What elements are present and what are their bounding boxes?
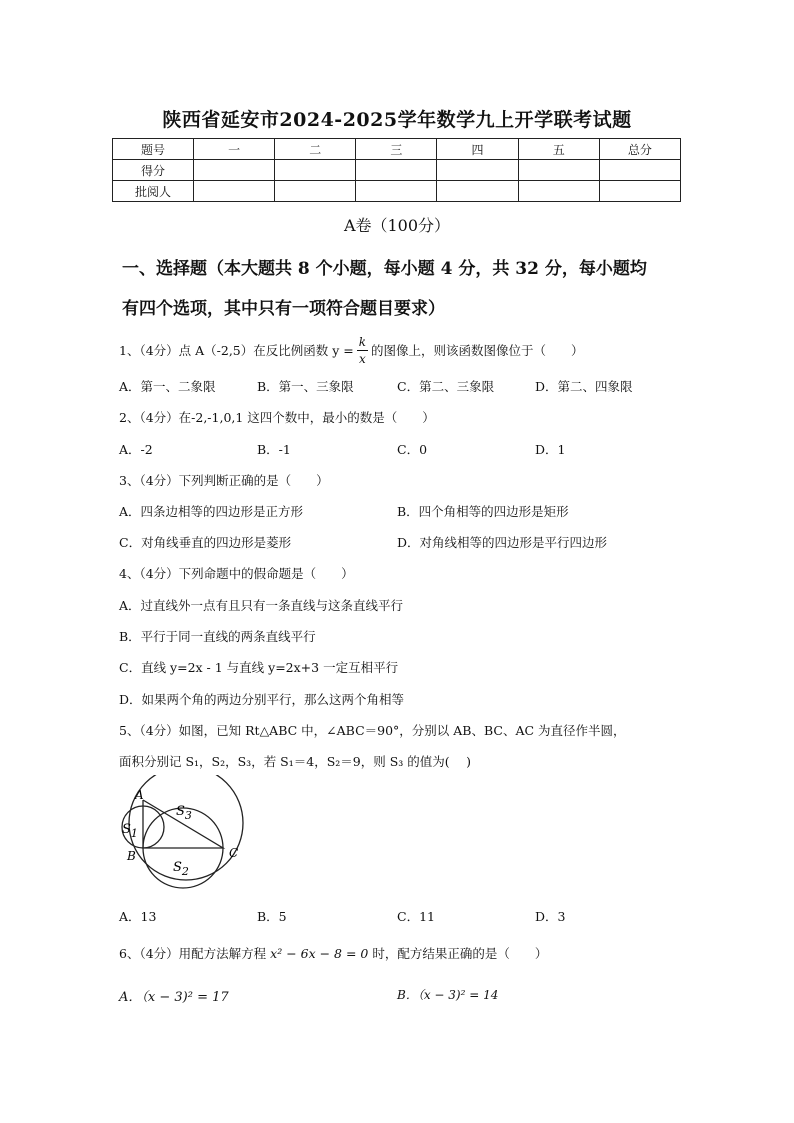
score-table-row <box>113 160 681 181</box>
semicircles-figure <box>110 775 260 900</box>
q5-option-c[interactable]: C．11 <box>397 909 435 924</box>
score-table-cell: 五 <box>518 139 599 160</box>
q1-option-d[interactable]: D．第二、四象限 <box>535 379 633 394</box>
q6-option-a[interactable]: A．（x − 3)² = 17 <box>119 990 229 1005</box>
score-input-cell[interactable] <box>194 160 275 181</box>
label-b: B <box>127 849 136 863</box>
label-a: A <box>135 788 144 802</box>
label-s2: $S_2$ <box>173 860 189 878</box>
score-input-cell[interactable] <box>275 181 356 202</box>
q4-option-a[interactable]: A．过直线外一点有且只有一条直线与这条直线平行 <box>119 598 404 613</box>
question-1-text-after: 的图像上，则该函数图像位于（ ） <box>371 343 584 358</box>
score-table-cell: 题号 <box>113 139 194 160</box>
question-5-line1: 5、（4分）如图，已知 Rt△ABC 中，∠ABC＝90°，分别以 AB、BC、AC 为直径作半圆， <box>119 723 626 738</box>
exam-title: 陕西省延安市2024-2025学年数学九上开学联考试题 <box>162 109 632 131</box>
q1-option-a[interactable]: A．第一、二象限 <box>119 379 216 394</box>
q3-option-c[interactable]: C．对角线垂直的四边形是菱形 <box>119 535 292 550</box>
fraction-k-over-x <box>357 336 368 365</box>
question-4: 4、（4分）下列命题中的假命题是（ ） <box>119 566 354 581</box>
q4-option-b[interactable]: B．平行于同一直线的两条直线平行 <box>119 629 316 644</box>
score-table-row-label: 得分 <box>113 160 194 181</box>
volume-label: A卷（100分） <box>343 216 451 235</box>
question-2: 2、（4分）在-2,-1,0,1 这四个数中，最小的数是（ ） <box>119 410 435 425</box>
fraction-numerator: k <box>358 334 367 349</box>
score-table-cell: 四 <box>437 139 518 160</box>
score-input-cell[interactable] <box>599 181 680 202</box>
score-input-cell[interactable] <box>275 160 356 181</box>
score-input-cell[interactable] <box>599 160 680 181</box>
question-3: 3、（4分）下列判断正确的是（ ） <box>119 473 329 488</box>
score-input-cell[interactable] <box>437 181 518 202</box>
score-table-row <box>113 181 681 202</box>
score-table-cell: 一 <box>194 139 275 160</box>
q3-option-d[interactable]: D．对角线相等的四边形是平行四边形 <box>397 535 608 550</box>
score-input-cell[interactable] <box>437 160 518 181</box>
score-input-cell[interactable] <box>356 160 437 181</box>
question-6-text-after: 时，配方结果正确的是（ ） <box>372 946 548 961</box>
score-table-row-label: 批阅人 <box>113 181 194 202</box>
score-table-header-row <box>113 139 681 160</box>
score-input-cell[interactable] <box>518 160 599 181</box>
q4-option-d[interactable]: D．如果两个角的两边分别平行，那么这两个角相等 <box>119 692 405 707</box>
q2-option-a[interactable]: A．-2 <box>119 442 153 457</box>
fraction-denominator: x <box>359 351 366 366</box>
q1-option-c[interactable]: C．第二、三象限 <box>397 379 495 394</box>
q2-option-d[interactable]: D．1 <box>535 442 566 457</box>
label-s1: $S_1$ <box>122 822 138 840</box>
q3-option-a[interactable]: A．四条边相等的四边形是正方形 <box>119 504 304 519</box>
q1-option-b[interactable]: B．第一、三象限 <box>257 379 354 394</box>
label-c: C <box>229 846 239 860</box>
q5-option-d[interactable]: D．3 <box>535 909 566 924</box>
question-5-line2: 面积分别记 S₁，S₂，S₃，若 S₁＝4，S₂＝9，则 S₃ 的值为( ) <box>119 754 471 769</box>
q5-option-b[interactable]: B．5 <box>257 909 287 924</box>
q4-option-c[interactable]: C．直线 y=2x - 1 与直线 y=2x+3 一定互相平行 <box>119 660 399 675</box>
section-heading-line1: 一、选择题（本大题共 8 个小题，每小题 4 分，共 32 分，每小题均 <box>122 259 647 279</box>
score-table <box>112 138 681 202</box>
question-1-text: 1、（4分）点 A（-2,5）在反比例函数 y = <box>119 343 354 358</box>
q5-option-a[interactable]: A．13 <box>119 909 157 924</box>
score-input-cell[interactable] <box>194 181 275 202</box>
q6-option-b[interactable]: B．（x − 3)² = 14 <box>397 988 499 1002</box>
q3-option-b[interactable]: B．四个角相等的四边形是矩形 <box>397 504 569 519</box>
q2-option-c[interactable]: C．0 <box>397 442 428 457</box>
question-6-text: 6、（4分）用配方法解方程 <box>119 946 267 961</box>
label-s3: $S_3$ <box>176 804 192 822</box>
question-1 <box>119 334 584 366</box>
q2-option-b[interactable]: B．-1 <box>257 442 291 457</box>
score-input-cell[interactable] <box>518 181 599 202</box>
score-table-cell: 二 <box>275 139 356 160</box>
question-6 <box>119 944 547 962</box>
section-heading-line2: 有四个选项，其中只有一项符合题目要求） <box>122 299 445 319</box>
score-input-cell[interactable] <box>356 181 437 202</box>
score-table-cell: 总分 <box>599 139 680 160</box>
score-table-cell: 三 <box>356 139 437 160</box>
question-6-equation: x² − 6x − 8 = 0 <box>270 946 369 961</box>
